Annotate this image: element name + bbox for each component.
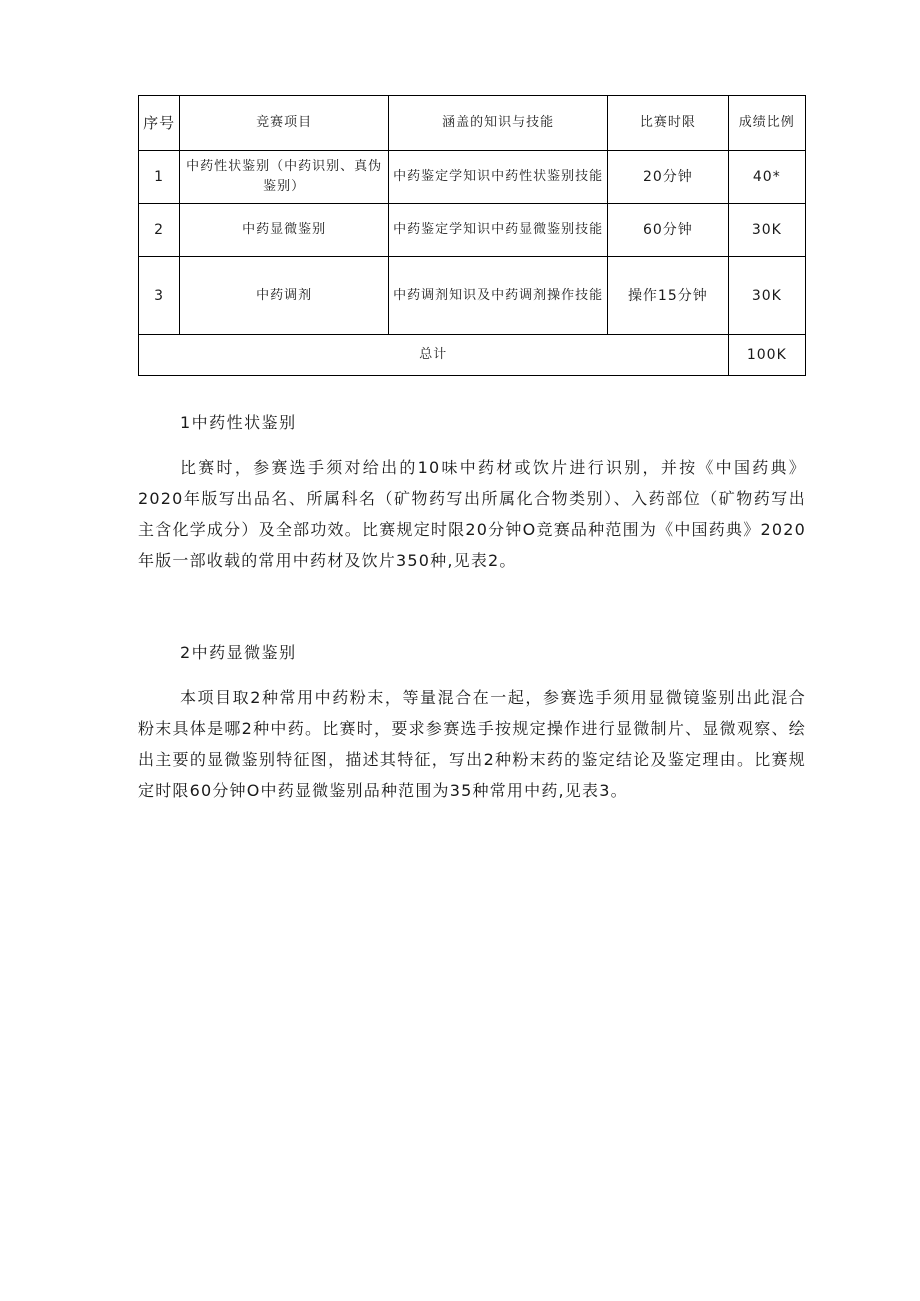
row-time: 60分钟 [608, 204, 729, 257]
row-time: 20分钟 [608, 151, 729, 204]
row-knowledge: 中药鉴定学知识中药显微鉴别技能 [389, 204, 608, 257]
table-total-row [139, 335, 806, 376]
row-seq: 2 [139, 204, 180, 257]
row-seq: 3 [139, 257, 180, 335]
header-time: 比赛时限 [608, 96, 729, 151]
competition-table [138, 95, 806, 376]
row-seq: 1 [139, 151, 180, 204]
table-row [139, 151, 806, 204]
section-heading: 1中药性状鉴别 [180, 413, 297, 432]
row-knowledge: 中药调剂知识及中药调剂操作技能 [389, 257, 608, 335]
section-paragraph: 本项目取2种常用中药粉末，等量混合在一起，参赛选手须用显微镜鉴别出此混合粉末具体是哪2种中药。比赛时，要求参赛选手按规定操作进行显微制片、显微观察、绘出主要的显微鉴别特征图，描述其特征，写出2种粉末药的鉴定结论及鉴定理由。比赛规定时限60分钟O中药显微鉴别品种范围为35种常用中药,见表3。 [138, 688, 806, 800]
row-ratio: 30K [728, 204, 805, 257]
header-ratio: 成绩比例 [728, 96, 805, 151]
section-microscopy [138, 640, 806, 806]
section-morphology [138, 410, 806, 576]
table-row [139, 257, 806, 335]
row-item: 中药调剂 [180, 257, 389, 335]
total-ratio: 100K [728, 335, 805, 376]
row-ratio: 30K [728, 257, 805, 335]
header-item: 竞赛项目 [180, 96, 389, 151]
row-item: 中药显微鉴别 [180, 204, 389, 257]
row-time: 操作15分钟 [608, 257, 729, 335]
row-item: 中药性状鉴别（中药识别、真伪鉴别） [180, 151, 389, 204]
header-knowledge: 涵盖的知识与技能 [389, 96, 608, 151]
total-label: 总计 [139, 335, 729, 376]
row-knowledge: 中药鉴定学知识中药性状鉴别技能 [389, 151, 608, 204]
table-row [139, 204, 806, 257]
section-heading: 2中药显微鉴别 [180, 643, 297, 662]
header-seq: 序号 [139, 96, 180, 151]
table-header-row [139, 96, 806, 151]
row-ratio: 40* [728, 151, 805, 204]
section-paragraph: 比赛时，参赛选手须对给出的10味中药材或饮片进行识别，并按《中国药典》2020年版写出品名、所属科名（矿物药写出所属化合物类别）、入药部位（矿物药写出主含化学成分）及全部功效。比赛规定时限20分钟O竞赛品种范围为《中国药典》2020年版一部收载的常用中药材及饮片350种,见表2。 [138, 458, 806, 570]
